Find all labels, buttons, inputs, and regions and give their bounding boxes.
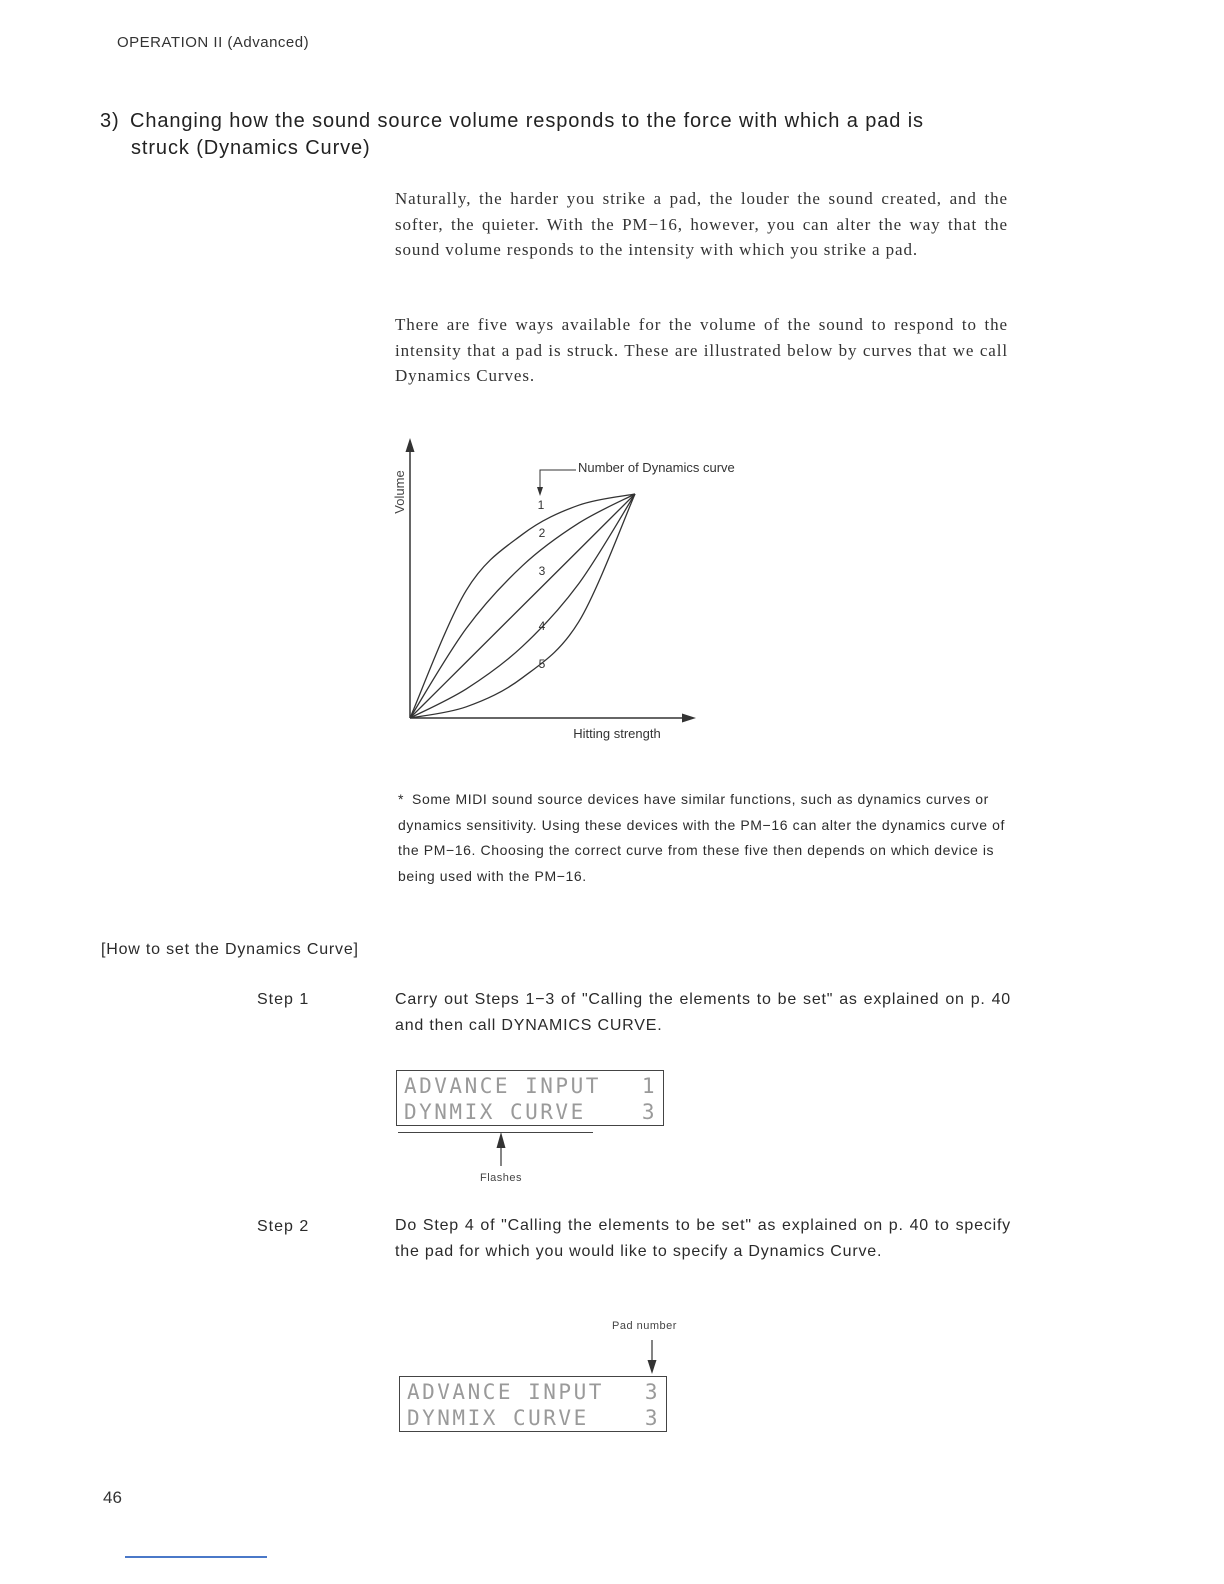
step-1-text: Carry out Steps 1−3 of "Calling the elements to be set" as explained on p. 40 and then call DYNAMICS CURVE. (395, 991, 1011, 1034)
section-title-line2: struck (Dynamics Curve) (131, 137, 371, 159)
section-title-line1: Changing how the sound source volume responds to the force with which a pad is (130, 110, 924, 132)
section-title (100, 108, 1030, 162)
lcd-text: ADVANCE INPUT (407, 1380, 604, 1404)
curves-group (410, 494, 635, 718)
curve-label-4: 4 (538, 619, 546, 633)
lcd-row-1 (407, 1379, 660, 1405)
x-axis-arrow (682, 714, 696, 723)
curve-label-1: 1 (537, 498, 545, 512)
lcd-value: 3 (641, 1100, 657, 1124)
page-number: 46 (103, 1488, 122, 1507)
section-number: 3) (100, 110, 120, 132)
lcd-row-2 (404, 1099, 657, 1125)
y-axis-arrow (406, 438, 415, 452)
dynamics-curve-chart (380, 430, 780, 750)
lcd-value: 1 (641, 1074, 657, 1098)
lcd-text: ADVANCE INPUT (404, 1074, 601, 1098)
footer-rule (125, 1556, 267, 1558)
note-mark: * (398, 791, 405, 807)
lcd-display-step-2 (399, 1376, 667, 1432)
intro-paragraph: Naturally, the harder you strike a pad, the louder the sound created, and the softer, the quieter. With the PM−16, however, you can alter the way that the sound volume responds to the intensity with which you strike a pad. (395, 189, 1008, 259)
curve-label-5: 5 (538, 657, 546, 671)
curve-label-2: 2 (538, 526, 546, 540)
lcd-row-2 (407, 1405, 660, 1431)
flashes-caption: Flashes (480, 1172, 523, 1184)
lcd-text: DYNMIX CURVE (404, 1100, 586, 1124)
lcd-value: 3 (644, 1380, 660, 1404)
step-2-label: Step 2 (257, 1218, 310, 1235)
step-2-text: Do Step 4 of "Calling the elements to be set" as explained on p. 40 to specify the pad for which you would like to specify a Dynamics Curve. (395, 1217, 1011, 1260)
y-axis-label: Volume (392, 470, 407, 514)
page-header: OPERATION II (Advanced) (117, 34, 310, 51)
annotation-label: Number of Dynamics curve (578, 460, 735, 475)
howto-heading: [How to set the Dynamics Curve] (101, 941, 359, 958)
curve-label-3: 3 (538, 564, 546, 578)
annotation-bracket (540, 470, 576, 488)
pad-number-arrow-icon (645, 1338, 659, 1376)
annotation-arrow (537, 487, 543, 496)
dynamics-curve-3 (410, 494, 635, 718)
lcd-row-1 (404, 1073, 657, 1099)
x-axis-label: Hitting strength (573, 726, 661, 741)
step-1-label: Step 1 (257, 991, 310, 1008)
lcd-value: 3 (644, 1406, 660, 1430)
lcd-display-step-1 (396, 1070, 664, 1126)
pad-number-caption: Pad number (612, 1320, 677, 1332)
curves-paragraph: There are five ways available for the volume of the sound to respond to the intensity that a pad is struck. These are illustrated below by curves that we call Dynamics Curves. (395, 315, 1008, 385)
flash-arrow-icon (494, 1130, 508, 1170)
note (398, 787, 1013, 889)
note-text: Some MIDI sound source devices have similar functions, such as dynamics curves or dynamics sensitivity. Using these devices with the PM−16 can alter the dynamics curve of the PM−16. Choosing the correct curve from these five then depends on which device is being used with the PM−16. (398, 791, 1005, 884)
lcd-text: DYNMIX CURVE (407, 1406, 589, 1430)
